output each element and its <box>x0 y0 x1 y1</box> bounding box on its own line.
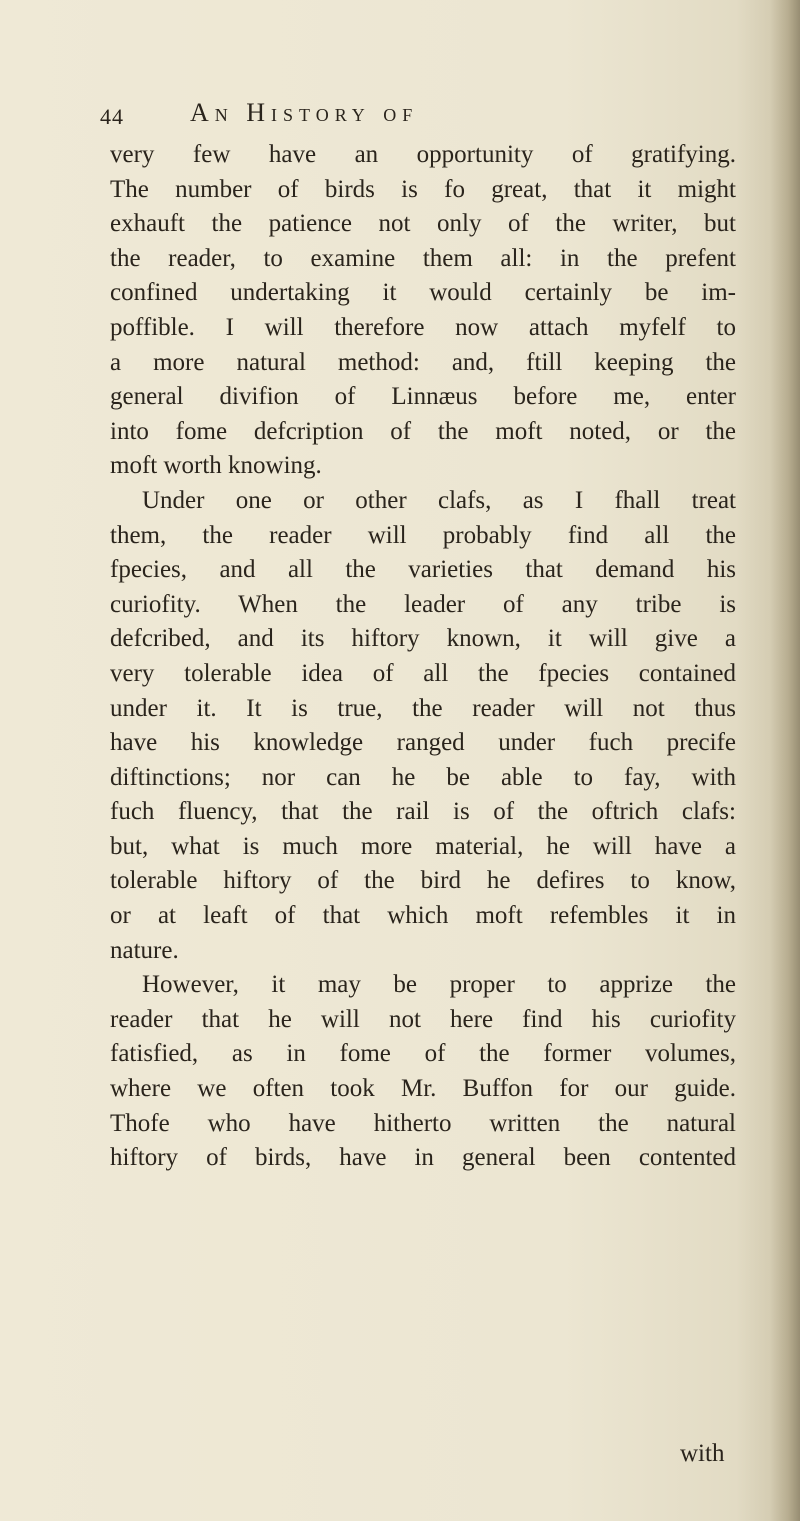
text-line: However, it may be proper to apprize the <box>142 971 736 999</box>
text-line: hiftory of birds, have in general been contented <box>110 1144 736 1172</box>
text-line: curiofity. When the leader of any tribe is <box>110 590 736 618</box>
text-line: tolerable hiftory of the bird he defires to know, <box>110 867 736 895</box>
page-number: 44 <box>100 104 124 129</box>
text-line: where we often took Mr. Buffon for our guide. <box>110 1075 736 1103</box>
text-line: Thofe who have hitherto written the natural <box>110 1109 736 1137</box>
text-line: a more natural method: and, ftill keeping the <box>110 348 736 376</box>
text-line: fuch fluency, that the rail is of the oftrich clafs: <box>110 798 736 826</box>
text-line: very few have an opportunity of gratifying. <box>110 141 736 168</box>
text-line: the reader, to examine them all: in the prefent <box>110 244 736 272</box>
catchword: with <box>680 1440 725 1467</box>
text-line: poffible. I will therefore now attach myfelf to <box>110 313 736 341</box>
text-line: diftinctions; nor can he be able to fay, with <box>110 763 736 791</box>
text-line: but, what is much more material, he will have a <box>110 832 736 860</box>
page-edge-shadow <box>770 0 800 1521</box>
text-line: nature. <box>110 936 179 964</box>
text-line: under it. It is true, the reader will not thus <box>110 694 736 722</box>
text-line: very tolerable idea of all the fpecies contained <box>110 659 736 687</box>
text-line: Under one or other clafs, as I fhall treat <box>142 486 736 514</box>
body-text <box>110 138 736 1176</box>
text-line: The number of birds is fo great, that it might <box>110 175 736 203</box>
running-head: An History of <box>190 98 419 127</box>
text-line: reader that he will not here find his curiofity <box>110 1005 736 1033</box>
text-line: into fome defcription of the moft noted, or the <box>110 417 736 445</box>
text-line: have his knowledge ranged under fuch precife <box>110 729 736 757</box>
text-line: them, the reader will probably find all the <box>110 521 736 549</box>
text-line: or at leaft of that which moft refembles it in <box>110 902 736 930</box>
text-line: fatisfied, as in fome of the former volumes, <box>110 1040 736 1068</box>
text-line: moft worth knowing. <box>110 452 322 480</box>
page-header <box>100 98 740 138</box>
text-line: defcribed, and its hiftory known, it will give a <box>110 625 736 653</box>
text-line: confined undertaking it would certainly be im- <box>110 279 736 307</box>
text-line: general divifion of Linnæus before me, enter <box>110 383 736 411</box>
text-line: exhauft the patience not only of the writer, but <box>110 210 736 238</box>
text-line: fpecies, and all the varieties that demand his <box>110 556 736 584</box>
